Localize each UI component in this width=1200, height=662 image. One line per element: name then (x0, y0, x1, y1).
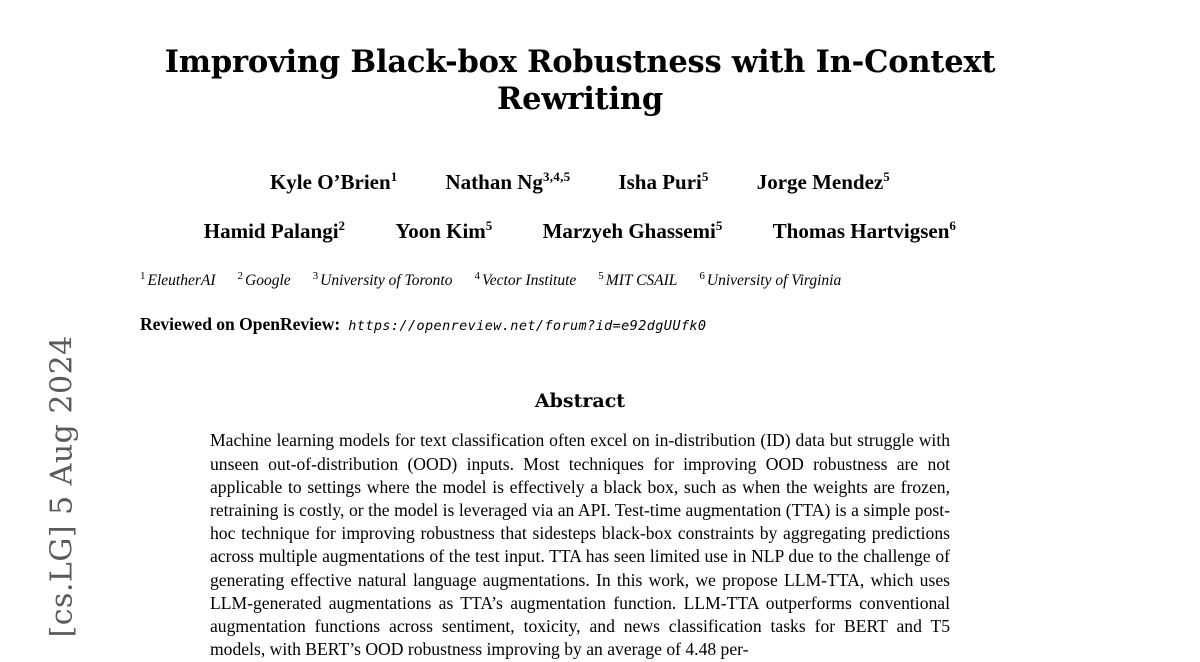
affiliation (475, 270, 577, 290)
affiliation-name: EleutherAI (147, 272, 216, 290)
affiliation-name: Google (245, 272, 291, 290)
affiliation-number: 3 (312, 270, 319, 283)
affiliation-number: 5 (598, 270, 604, 283)
affiliation-name: University of Toronto (320, 272, 453, 290)
page-title: Improving Black-box Robustness with In-Context Rewriting (164, 44, 996, 117)
affiliations-list (140, 270, 1020, 290)
author-affiliation-marker: 5 (715, 218, 723, 234)
affiliation-number: 6 (699, 270, 705, 283)
affiliation (313, 270, 453, 290)
author-name: Kyle O’Brien (269, 170, 391, 195)
affiliation (238, 270, 291, 290)
openreview-link[interactable]: https://openreview.net/forum?id=e92dgUUfk0 (348, 318, 707, 335)
affiliation (699, 270, 841, 290)
arxiv-stamp: [cs.LG] 5 Aug 2024 (44, 335, 80, 638)
reviewed-on-openreview (140, 314, 1020, 335)
author-row-1 (140, 169, 1020, 195)
author (204, 218, 346, 244)
paper-content (140, 0, 1020, 662)
author-affiliation-marker: 3,4,5 (542, 169, 571, 185)
affiliation-number: 1 (140, 270, 146, 283)
author (773, 218, 957, 244)
author (757, 169, 890, 195)
affiliation (598, 270, 677, 290)
author-name: Jorge Mendez (756, 170, 884, 195)
affiliation-number: 4 (474, 270, 480, 283)
author (543, 218, 723, 244)
author-name: Nathan Ng (445, 170, 543, 195)
author-affiliation-marker: 2 (338, 218, 346, 234)
affiliation-name: MIT CSAIL (605, 272, 678, 290)
abstract-heading: Abstract (534, 390, 626, 413)
affiliation-number: 2 (237, 270, 244, 283)
author-name: Marzyeh Ghassemi (542, 219, 716, 244)
author-affiliation-marker: 5 (883, 169, 891, 185)
abstract-section (140, 390, 1020, 661)
author-row-2 (140, 218, 1020, 244)
author (395, 218, 492, 244)
affiliation-name: University of Virginia (706, 272, 842, 290)
affiliation (140, 270, 216, 290)
author-name: Yoon Kim (395, 219, 486, 244)
reviewed-label: Reviewed on OpenReview: (140, 314, 341, 335)
author-affiliation-marker: 5 (485, 218, 493, 234)
affiliation-name: Vector Institute (482, 272, 577, 290)
author (270, 169, 398, 195)
author-name: Isha Puri (618, 170, 702, 195)
author (446, 169, 571, 195)
abstract-text: Machine learning models for text classification often excel on in-distribution (ID) data but struggle with unseen out-of-distribution (OOD) inputs. Most techniques for improving OOD robustness are not applicable to settings where the model is effectively a black box, such as when the weights are frozen, retraining is costly, or the model is leveraged via an API. Test-time augmentation (TTA) is a simple post-hoc technique for improving robustness that sidesteps black-box constraints by aggregating predictions across multiple augmentations of the test input. TTA has seen limited use in NLP due to the challenge of generating effective natural language augmentations. In this work, we propose LLM-TTA, which uses LLM-generated augmentations as TTA’s augmentation function. LLM-TTA outperforms conventional augmentation functions across sentiment, toxicity, and news classification tasks for BERT and T5 models, with BERT’s OOD robustness improving by an average of 4.48 per- (210, 430, 950, 660)
author (618, 169, 708, 195)
author-affiliation-marker: 6 (949, 218, 957, 234)
author-name: Thomas Hartvigsen (772, 219, 950, 244)
author-name: Hamid Palangi (203, 219, 339, 244)
author-affiliation-marker: 1 (390, 169, 398, 185)
author-affiliation-marker: 5 (701, 169, 709, 185)
